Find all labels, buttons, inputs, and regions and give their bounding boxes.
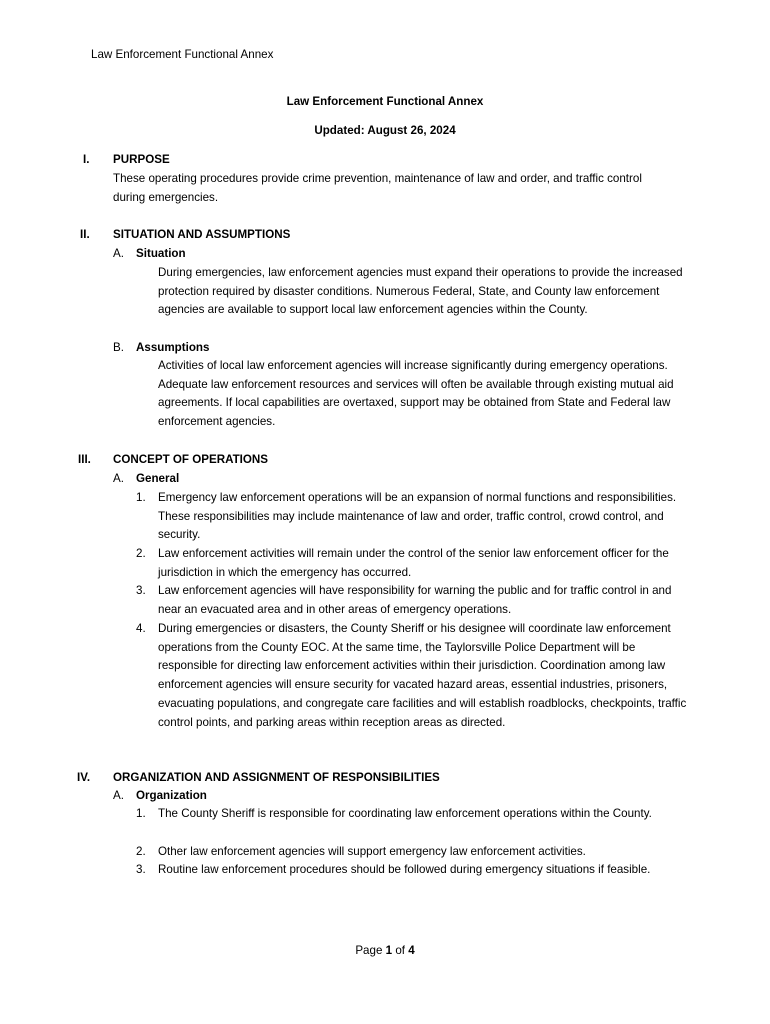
subsection-heading-organization: Organization bbox=[136, 789, 207, 802]
running-header: Law Enforcement Functional Annex bbox=[91, 48, 274, 61]
list-number: 1. bbox=[136, 491, 146, 504]
subsection-letter: A. bbox=[113, 472, 124, 485]
list-number: 4. bbox=[136, 622, 146, 635]
list-number: 1. bbox=[136, 807, 146, 820]
updated-date: Updated: August 26, 2024 bbox=[314, 124, 456, 137]
section-number: III. bbox=[78, 453, 91, 466]
subsection-letter: A. bbox=[113, 247, 124, 260]
purpose-text: These operating procedures provide crime prevention, maintenance of law and order, and traffic control during emergencies. bbox=[113, 172, 642, 204]
page-number: 1 bbox=[385, 944, 393, 957]
list-number: 3. bbox=[136, 863, 146, 876]
list-item: Law enforcement activities will remain under the control of the senior law enforcement officer for the jurisdiction in which the emergency has occurred. bbox=[158, 547, 669, 579]
section-heading-situation-assumptions: SITUATION AND ASSUMPTIONS bbox=[113, 228, 291, 241]
document-title: Law Enforcement Functional Annex bbox=[286, 95, 484, 108]
subsection-letter: A. bbox=[113, 789, 124, 802]
list-item: Emergency law enforcement operations will be an expansion of normal functions and responsibilities. These responsibilities may include maintenance of law and order, traffic control, crowd control, and security. bbox=[158, 491, 677, 542]
list-number: 2. bbox=[136, 845, 146, 858]
page-label: Page bbox=[355, 944, 383, 957]
list-item: Other law enforcement agencies will support emergency law enforcement activities. bbox=[158, 845, 586, 858]
section-heading-organization-responsibilities: ORGANIZATION AND ASSIGNMENT OF RESPONSIBILITIES bbox=[113, 771, 440, 784]
section-heading-concept-of-operations: CONCEPT OF OPERATIONS bbox=[113, 453, 269, 466]
list-number: 3. bbox=[136, 584, 146, 597]
section-number: II. bbox=[80, 228, 90, 241]
assumptions-text: Activities of local law enforcement agencies will increase significantly during emergency operations. Adequate law enforcement resources and services will often be available through existing mutual aid agreements. If local capabilities are overtaxed, support may be obtained from State and Federal law enforcement agencies. bbox=[158, 359, 674, 429]
page-of-label: of bbox=[395, 944, 405, 957]
section-number: I. bbox=[83, 153, 90, 166]
list-item: Routine law enforcement procedures should be followed during emergency situations if feasible. bbox=[158, 863, 651, 876]
subsection-heading-general: General bbox=[136, 472, 180, 485]
list-item: During emergencies or disasters, the County Sheriff or his designee will coordinate law enforcement operations from the County EOC. At the same time, the Taylorsville Police Department will be responsible for directing law enforcement activities within their jurisdiction. Coordination among law enforcement agencies will ensure security for vacated hazard areas, essential industries, prisoners, evacuating populations, and congregate care facilities and will establish roadblocks, checkpoints, traffic control points, and parking areas within reception areas as directed. bbox=[158, 622, 687, 729]
list-item: Law enforcement agencies will have responsibility for warning the public and for traffic control in and near an evacuated area and in other areas of emergency operations. bbox=[158, 584, 672, 616]
page-total: 4 bbox=[408, 944, 415, 957]
subsection-heading-situation: Situation bbox=[136, 247, 186, 260]
situation-text: During emergencies, law enforcement agencies must expand their operations to provide the increased protection required by disaster conditions. Numerous Federal, State, and County law enforcement agencies are available to support local law enforcement agencies within the County. bbox=[158, 266, 683, 317]
subsection-letter: B. bbox=[113, 341, 124, 354]
list-number: 2. bbox=[136, 547, 146, 560]
page-footer bbox=[0, 942, 770, 961]
section-number: IV. bbox=[77, 771, 91, 784]
section-heading-purpose: PURPOSE bbox=[113, 153, 170, 166]
subsection-heading-assumptions: Assumptions bbox=[136, 341, 210, 354]
list-item: The County Sheriff is responsible for coordinating law enforcement operations within the County. bbox=[158, 807, 652, 820]
